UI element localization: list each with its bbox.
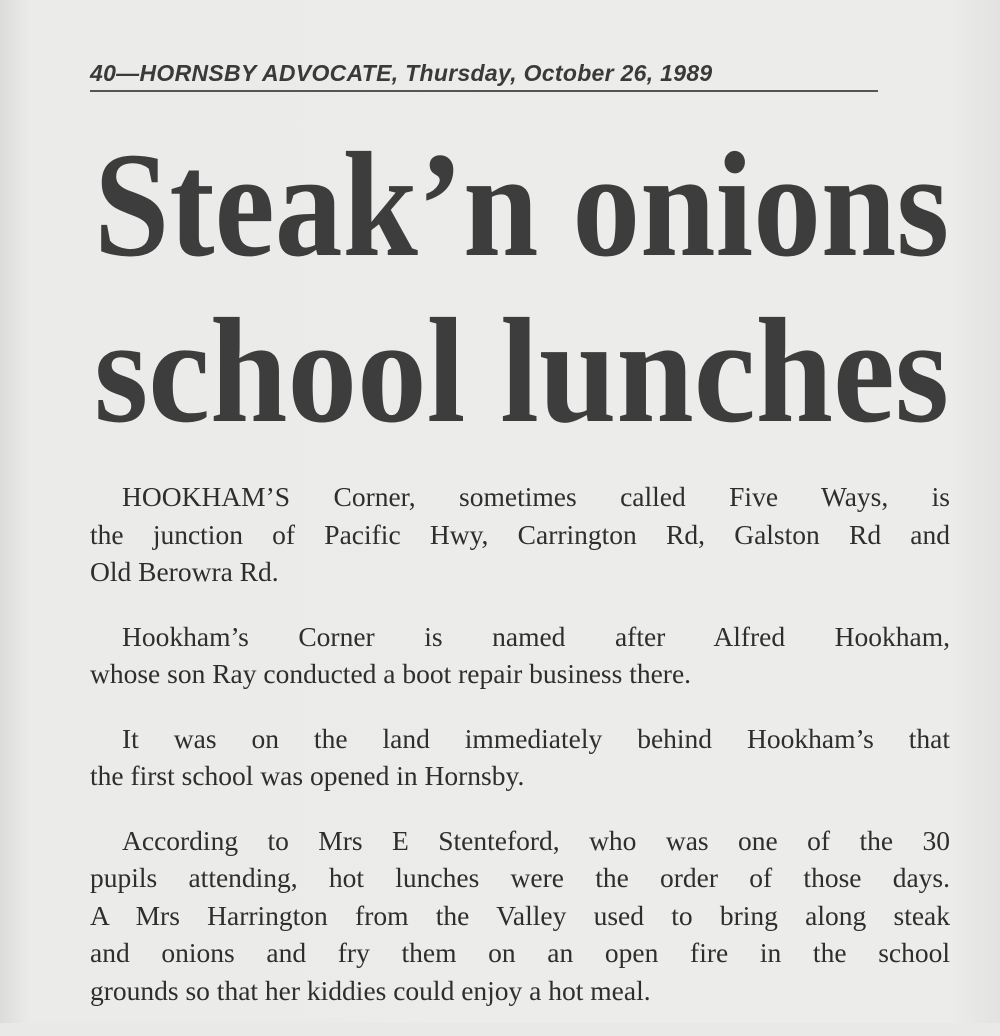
text-line: the first school was opened in Hornsby. <box>90 760 525 791</box>
text-line: whose son Ray conducted a boot repair business there. <box>90 658 692 689</box>
text-line: grounds so that her kiddies could enjoy a hot meal. <box>90 974 651 1006</box>
paragraph <box>90 478 950 591</box>
paragraph <box>90 720 950 795</box>
text-line: and onions and fry them on an open fire in the school <box>90 937 950 968</box>
text-line: It was on the land immediately behind Hookham’s that <box>122 722 950 754</box>
text-line: pupils attending, hot lunches were the order of those days. <box>90 862 950 893</box>
text-line: A Mrs Harrington from the Valley used to bring along steak <box>90 899 950 931</box>
text-line: the junction of Pacific Hwy, Carrington Rd, Galston Rd and <box>90 518 950 550</box>
headline-text-2: school lunches <box>94 288 950 454</box>
headline-text-1: Steak’n onions <box>94 122 950 288</box>
text-line: Hookham’s Corner is named after Alfred Hookham, <box>122 620 950 652</box>
paragraph <box>90 618 950 693</box>
text-line: HOOKHAM’S Corner, sometimes called Five Ways, is <box>122 481 950 512</box>
text-line: Old Berowra Rd. <box>90 556 279 587</box>
paragraph <box>90 822 950 1010</box>
masthead: 40—HORNSBY ADVOCATE, Thursday, October 26, 1989 <box>90 60 878 92</box>
headline-line-1 <box>94 122 950 288</box>
headline-line-2 <box>94 288 950 454</box>
article-body <box>90 478 950 1036</box>
text-line: According to Mrs E Stenteford, who was one of the 30 <box>122 824 950 856</box>
